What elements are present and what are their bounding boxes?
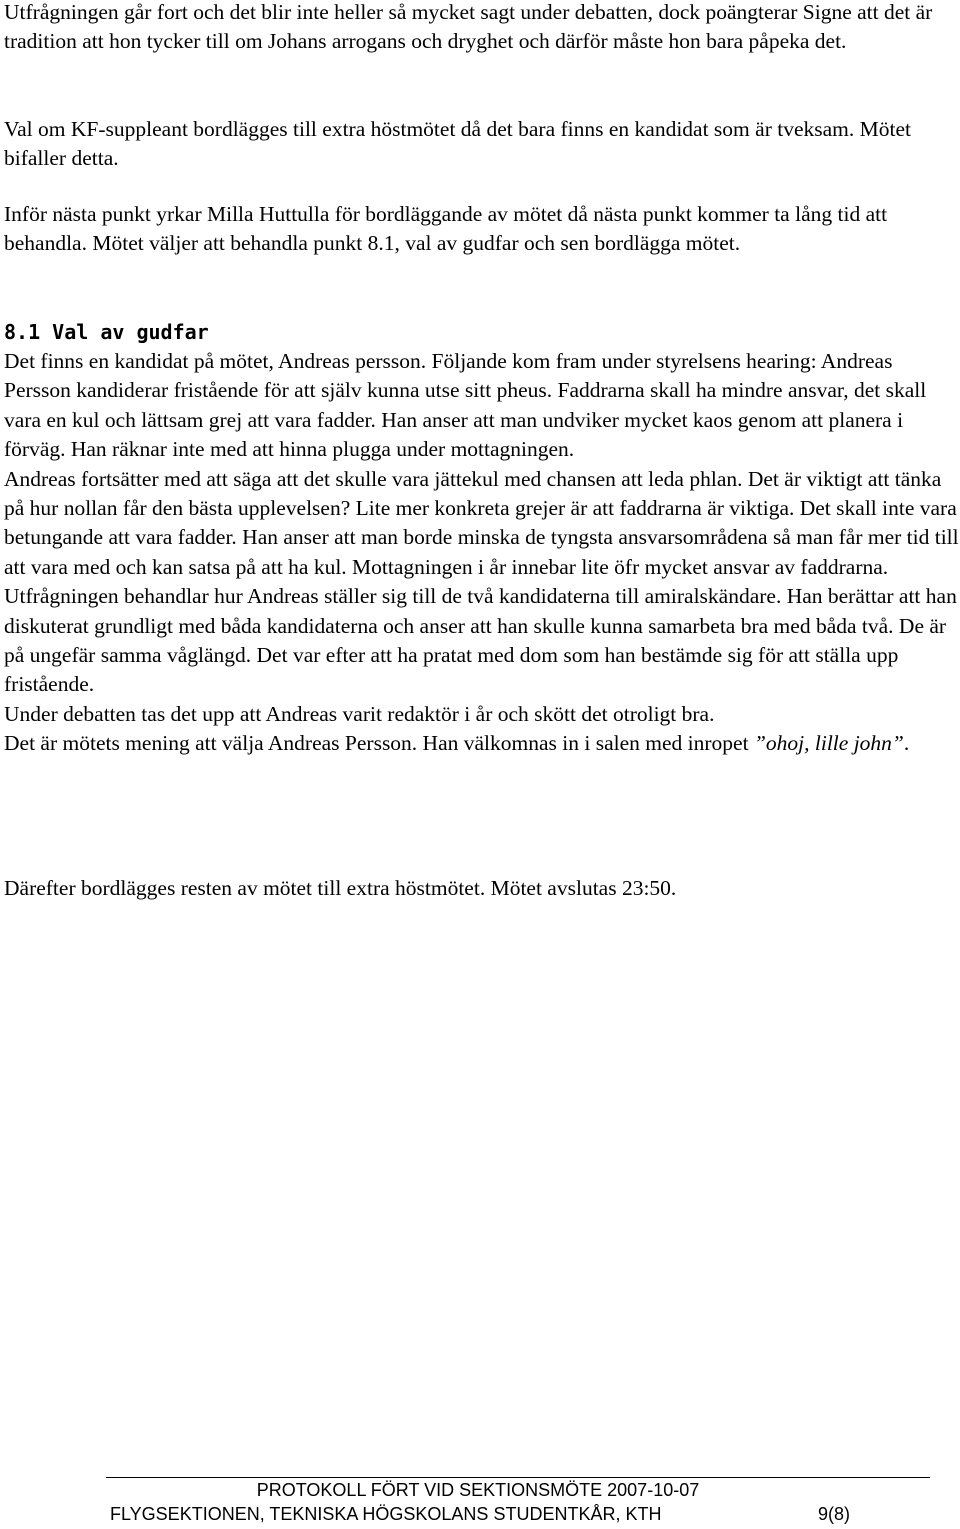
intro-paragraph-1: Utfrågningen går fort och det blir inte heller så mycket sagt under debatten, dock poängterar Signe att det är tradition att hon tycker till om Johans arrogans och dryghet och därför måste hon bara påpeka det. (4, 0, 933, 54)
section-line: Utfrågningen behandlar hur Andreas ställer sig till de två kandidaterna till amiralskändare. Han berättar att han diskuterat grundligt med båda kandidaterna och anser att han skulle kunna samarbeta bra med båda två. De är på ungefär samma våglängd. Det var efter att ha pratat med dom som han bestämde sig för att ställa upp fristående. (4, 584, 957, 697)
decision-line (4, 729, 959, 758)
closing-paragraph: Därefter bordlägges resten av mötet till extra höstmötet. Mötet avslutas 23:50. (4, 876, 677, 900)
intro-paragraph-2: Val om KF-suppleant bordlägges till extra höstmötet då det bara finns en kandidat som är tveksam. Mötet bifaller detta. (4, 117, 911, 171)
footer-protocol-title: PROTOKOLL FÖRT VID SEKTIONSMÖTE 2007-10-07 (256, 1480, 700, 1500)
section-heading: 8.1 Val av gudfar (4, 320, 209, 344)
decision-end: . (903, 731, 910, 756)
section-body (4, 347, 959, 759)
section-line: Det finns en kandidat på mötet, Andreas persson. Följande kom fram under styrelsens hearing: Andreas Persson kandiderar fristående för att själv kunna utse sitt pheus. Faddrarna skall ha mindre ansvar, det skall vara en kul och lättsam grej att vara fadder. Han anser att man undviker mycket kaos genom att planera i förväg. Han räknar inte med att hinna plugga under mottagningen. (4, 349, 927, 462)
decision-quote: ”ohoj, lille john” (753, 731, 904, 756)
section-line: Under debatten tas det upp att Andreas varit redaktör i år och skött det otroligt bra. (4, 701, 715, 726)
decision-text: Det är mötets mening att välja Andreas Persson. Han välkomnas in i salen med inropet (4, 731, 749, 756)
section-line: Andreas fortsätter med att säga att det skulle vara jättekul med chansen att leda phlan. Det är viktigt att tänka på hur nollan får den bästa upplevelsen? Lite mer konkreta grejer är att faddrarna är viktiga. Det skall inte vara betungande att vara fadder. Han anser att man borde minska de tyngsta ansvarsområdena så man får mer tid till att vara med och kan satsa på att ha kul. Mottagningen i år innebar lite öfr mycket ansvar av faddrarna. (4, 466, 959, 579)
intro-paragraph-3: Inför nästa punkt yrkar Milla Huttulla för bordläggande av mötet då nästa punkt kommer ta lång tid att behandla. Mötet väljer att behandla punkt 8.1, val av gudfar och sen bordlägga mötet. (4, 202, 888, 256)
footer-organization: FLYGSEKTIONEN, TEKNISKA HÖGSKOLANS STUDENTKÅR, KTH (110, 1504, 662, 1524)
footer-page-number: 9(8) (818, 1504, 851, 1524)
